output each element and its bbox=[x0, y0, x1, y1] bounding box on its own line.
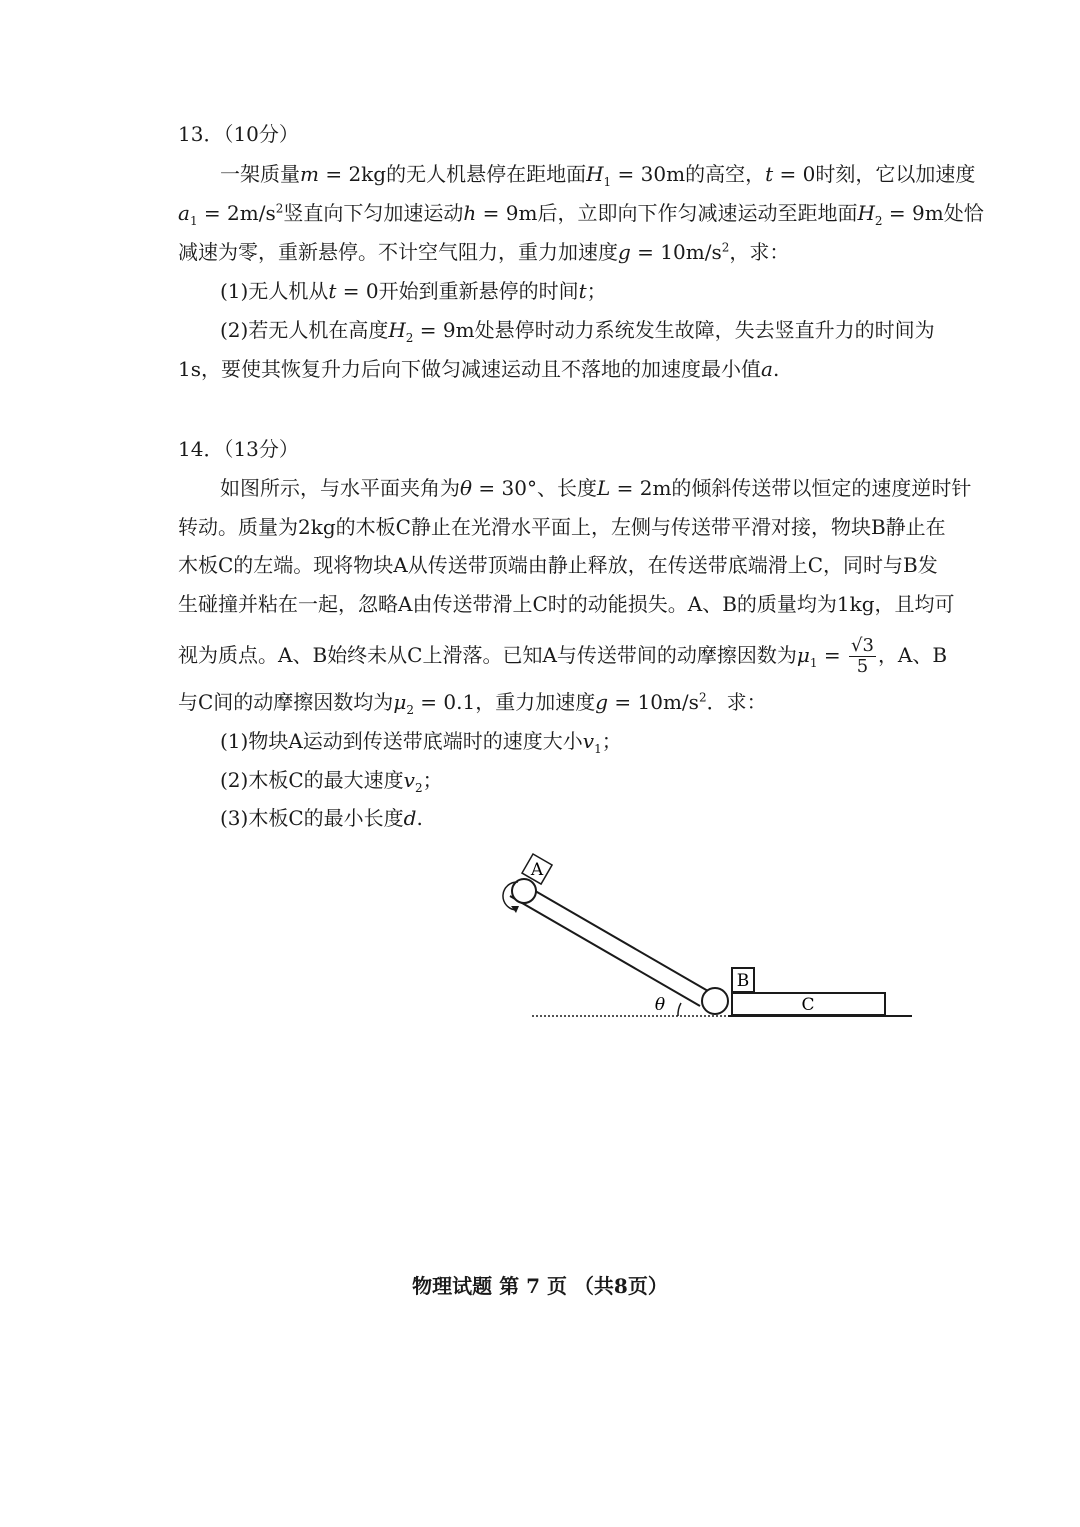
fraction-sqrt3-over-5: $\frac{√3}{5}$ bbox=[851, 635, 874, 677]
page-footer: 物理试题 第 7 页 （共8页） bbox=[412, 1274, 668, 1298]
q14-line5: 视为质点。A、B始终未从C上滑落。已知A与传送带间的动摩擦因数为$\mu_1$ = $\frac{√3}{5}$ ，A、B bbox=[178, 635, 948, 677]
q14-line1: 如图所示，与水平面夹角为θ = 30°、长度L = 2m的倾斜传送带以恒定的速度逆时针 bbox=[220, 476, 972, 500]
belt-bottom-edge bbox=[510, 896, 700, 1006]
q13-sub1: (1)无人机从t = 0开始到重新悬停的时间t； bbox=[220, 279, 607, 303]
angle-theta-label: θ bbox=[654, 995, 666, 1015]
q13-line3: 减速为零，重新悬停。不计空气阻力，重力加速度$g = 10m/s^2$，求： bbox=[178, 240, 790, 264]
q13-header: 13．（10分） bbox=[178, 122, 299, 146]
q13-line1: 一架质量m = 2kg的无人机悬停在距地面$H_1 = 30m$的高空，t = 0时刻，它以加速度 bbox=[220, 162, 976, 189]
q14-sub1: (1)物块A运动到传送带底端时的速度大小$v_1$； bbox=[220, 729, 622, 756]
bottom-pulley bbox=[702, 988, 728, 1014]
conveyor-diagram bbox=[500, 840, 920, 1040]
q14-line4: 生碰撞并粘在一起，忽略A由传送带滑上C时的动能损失。A、B的质量均为1kg，且均可 bbox=[178, 592, 955, 616]
q13-sub2: (2)若无人机在高度$H_2 = 9m$处悬停时动力系统发生故障，失去竖直升力的时间为 bbox=[220, 318, 935, 345]
block-a-label: A bbox=[530, 860, 544, 881]
q14-header: 14．（13分） bbox=[178, 437, 299, 461]
q14-line3: 木板C的左端。现将物块A从传送带顶端由静止释放，在传送带底端滑上C，同时与B发 bbox=[178, 553, 938, 577]
q14-line6: 与C间的动摩擦因数均为$\mu_2 = 0.1$，重力加速度$g = 10m/s^2$．求： bbox=[178, 690, 767, 717]
q14-line2: 转动。质量为2kg的木板C静止在光滑水平面上，左侧与传送带平滑对接，物块B静止在 bbox=[178, 515, 946, 539]
q14-sub2: (2)木板C的最大速度$v_2$； bbox=[220, 768, 443, 795]
angle-arc bbox=[678, 1003, 681, 1016]
q13-line2: $a_1 = 2m/s^2$竖直向下匀加速运动h = 9m后，立即向下作匀减速运动至距地面$H_2 = 9m$处恰 bbox=[178, 201, 984, 228]
block-b-label: B bbox=[736, 971, 750, 991]
board-c-label: C bbox=[801, 995, 815, 1015]
belt-top-edge bbox=[518, 881, 708, 991]
q14-sub3: (3)木板C的最小长度d. bbox=[220, 806, 423, 830]
q13-sub2-cont: 1s，要使其恢复升力后向下做匀减速运动且不落地的加速度最小值a. bbox=[178, 357, 780, 381]
